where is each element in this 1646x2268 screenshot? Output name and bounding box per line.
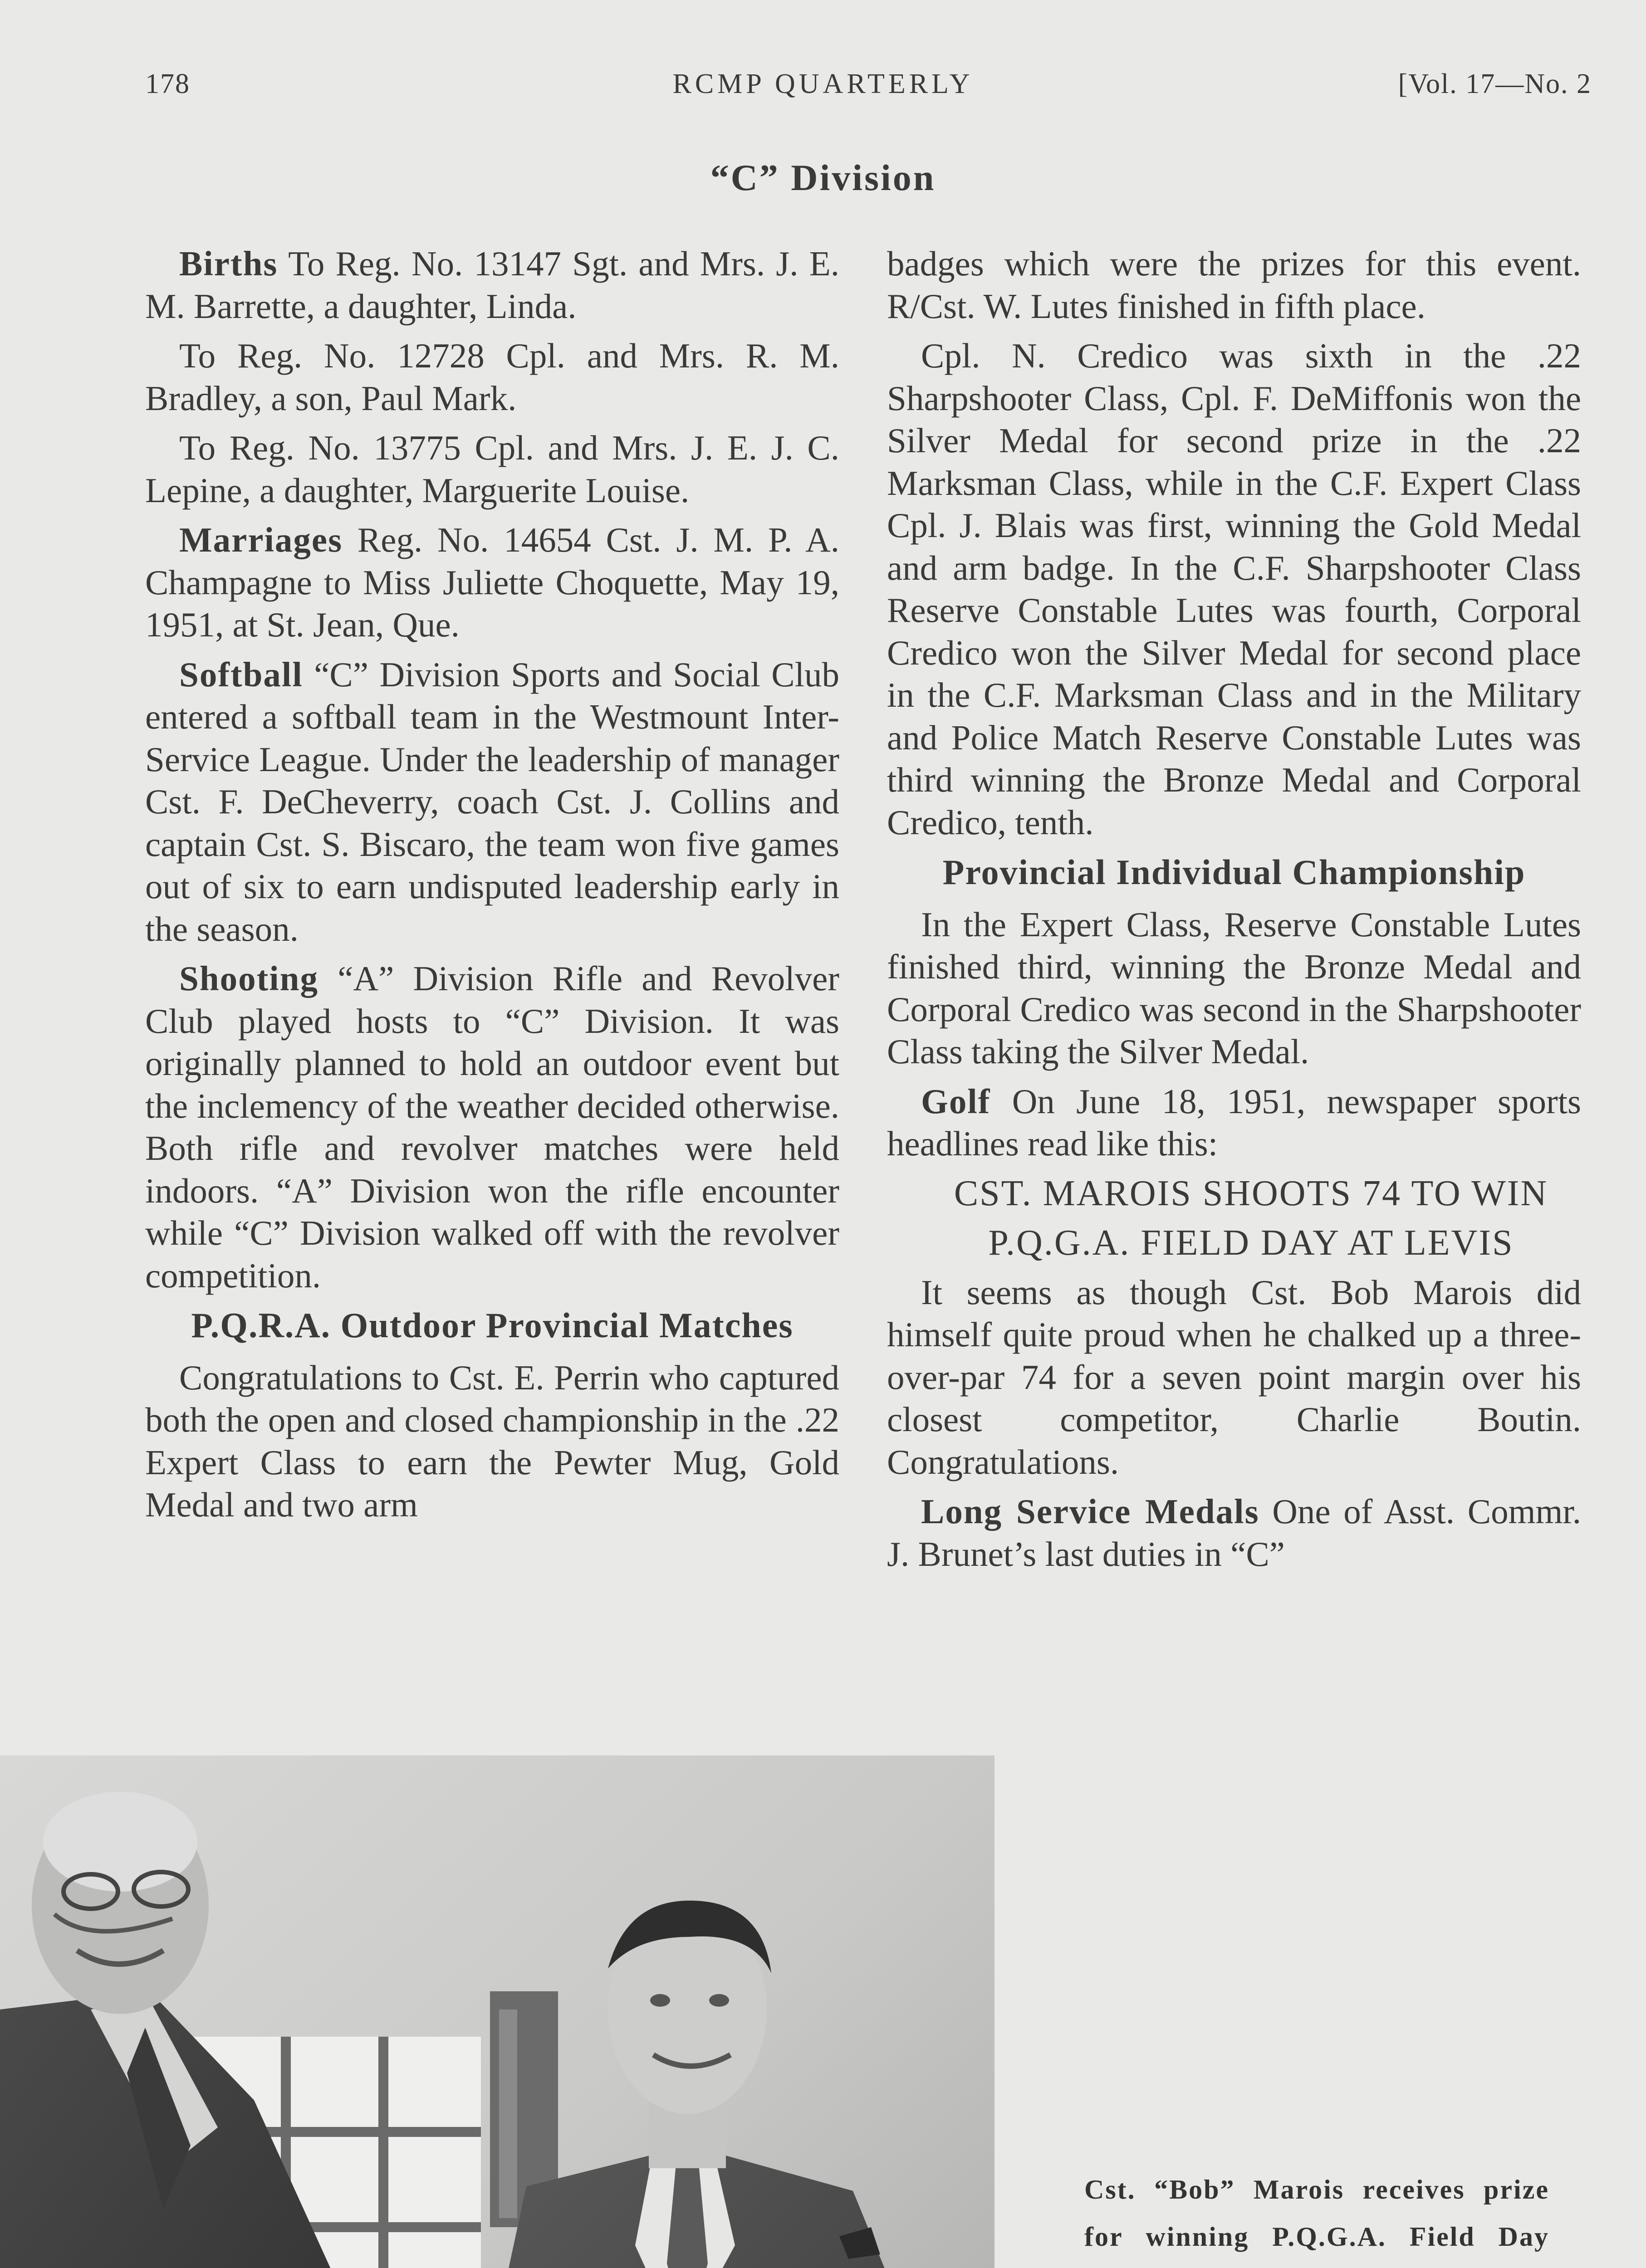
pqra-heading: P.Q.R.A. Outdoor Provincial Matches bbox=[191, 1305, 794, 1345]
births-paragraph bbox=[145, 243, 839, 327]
births-lead: Births bbox=[179, 244, 278, 283]
provincial-paragraph: In the Expert Class, Reserve Constable Lutes finished third, winning the Bronze Medal and Corporal Credico was second in the Sharpshooter Class taking the Silver Medal. bbox=[887, 904, 1581, 1071]
golf-paragraph bbox=[887, 1080, 1581, 1165]
medals-lead: Long Service Medals bbox=[921, 1492, 1259, 1531]
page-header bbox=[0, 68, 1646, 122]
newspaper-headline-1: CST. MAROIS SHOOTS 74 TO WIN bbox=[954, 1173, 1548, 1213]
pqra-paragraph: Congratulations to Cst. E. Perrin who captured both the open and closed championship in the .22 Expert Class to earn the Pewter Mug, Gold Medal and two arm bbox=[145, 1358, 839, 1524]
left-column bbox=[145, 243, 839, 1534]
births-text-1: To Reg. No. 13147 Sgt. and Mrs. J. E. M. Barrette, a daughter, Linda. bbox=[145, 244, 840, 326]
medals-paragraph bbox=[887, 1491, 1581, 1575]
right-column bbox=[887, 243, 1581, 1583]
award-photo bbox=[0, 1755, 994, 2268]
births-paragraph-2: To Reg. No. 12728 Cpl. and Mrs. R. M. Bradley, a son, Paul Mark. bbox=[145, 336, 839, 418]
continued-paragraph: badges which were the prizes for this event. R/Cst. W. Lutes finished in fifth place. bbox=[887, 244, 1581, 326]
births-paragraph-3: To Reg. No. 13775 Cpl. and Mrs. J. E. J. C. Lepine, a daughter, Marguerite Louise. bbox=[145, 428, 839, 510]
newspaper-headline-2: P.Q.G.A. FIELD DAY AT LEVIS bbox=[988, 1222, 1514, 1263]
section-title: “C” Division bbox=[710, 157, 936, 198]
softball-lead: Softball bbox=[179, 655, 303, 694]
softball-text: “C” Division Sports and Social Club entered a softball team in the Westmount Inter-Service League. Under the leadership of manager Cst. F. DeCheverry, coach Cst. J. Collins and captain Cst. S. Biscaro, the team won five games out of six to earn undisputed leadership early in the season. bbox=[145, 655, 839, 948]
shooting-lead: Shooting bbox=[179, 959, 319, 998]
issue-label: [Vol. 17—No. 2 bbox=[1398, 68, 1592, 99]
golf-text: On June 18, 1951, newspaper sports headlines read like this: bbox=[887, 1081, 1581, 1163]
marriages-lead: Marriages bbox=[179, 520, 343, 559]
marriages-paragraph bbox=[145, 519, 839, 646]
provincial-heading: Provincial Individual Championship bbox=[942, 852, 1526, 892]
shooting-text: “A” Division Rifle and Revolver Club played hosts to “C” Division. It was originally planned to hold an outdoor event but the inclemency of the weather decided otherwise. Both rifle and revolver matches were held indoors. “A” Division won the rifle encounter while “C” Division walked off with the revolver competition. bbox=[145, 959, 839, 1295]
running-title: RCMP QUARTERLY bbox=[672, 68, 974, 99]
photo-caption: Cst. “Bob” Marois receives prize for winning P.Q.G.A. Field Day bbox=[1084, 2175, 1549, 2252]
marriages-text: Reg. No. 14654 Cst. J. M. P. A. Champagne to Miss Juliette Choquette, May 19, 1951, at St. Jean, Que. bbox=[145, 520, 840, 644]
award-photo-illustration bbox=[0, 1755, 994, 2268]
shooting-paragraph bbox=[145, 958, 839, 1297]
golf-lead: Golf bbox=[921, 1081, 991, 1121]
medals-text: One of Asst. Commr. J. Brunet’s last duties in “C” bbox=[887, 1492, 1581, 1574]
softball-paragraph bbox=[145, 654, 839, 951]
marois-paragraph: It seems as though Cst. Bob Marois did himself quite proud when he chalked up a three-over-par 74 for a seven point margin over his closest competitor, Charlie Boutin. Congratulations. bbox=[887, 1272, 1581, 1481]
page-number: 178 bbox=[145, 68, 190, 99]
credico-paragraph: Cpl. N. Credico was sixth in the .22 Sharpshooter Class, Cpl. F. DeMiffonis won the Silver Medal for second prize in the .22 Marksman Class, while in the C.F. Expert Class Cpl. J. Blais was first, winning the Gold Medal and arm badge. In the C.F. Sharpshooter Class Reserve Constable Lutes was fourth, Corporal Credico won the Silver Medal for second place in the C.F. Marksman Class and in the Military and Police Match Reserve Constable Lutes was third winning the Bronze Medal and Corporal Credico, tenth. bbox=[887, 336, 1581, 842]
